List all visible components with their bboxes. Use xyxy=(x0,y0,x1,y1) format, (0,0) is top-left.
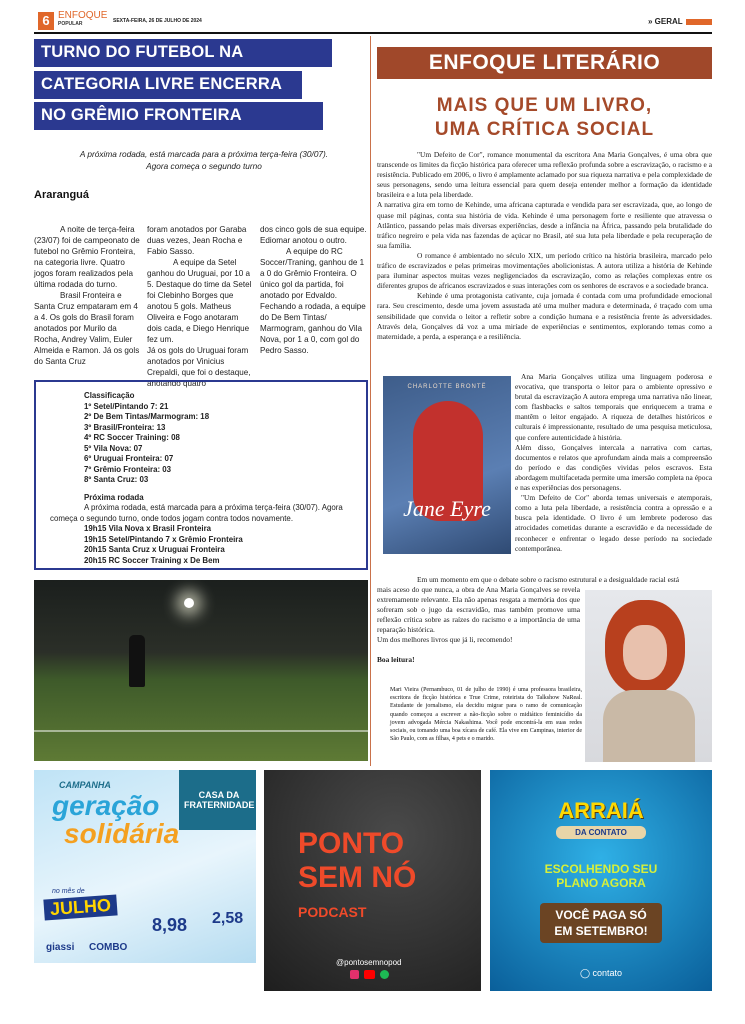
spotify-icon[interactable] xyxy=(380,970,389,979)
article-intro xyxy=(377,150,712,342)
paragraph: Um dos melhores livros que já li, recomendo! xyxy=(377,635,513,645)
double-chevron-icon: » xyxy=(648,17,655,26)
sports-subtitle xyxy=(40,148,368,172)
contato-line-4: EM SETEMBRO! xyxy=(554,924,648,938)
paragraph: "Um Defeito de Cor" aborda temas universais e atemporais, como a luta pela liberdade, a resistência contra a opressão e a busca pela identidade. O livro é um lembrete poderoso das atrocidades cometidas durante a escravidão e da necessidade de reconhecer e enfrentar o legado desse período na sociedade contemporânea. xyxy=(515,493,712,553)
book-cover-image xyxy=(383,376,511,554)
campaign-org: CASA DA FRATERNIDADE xyxy=(184,790,255,810)
campaign-title-1: geração xyxy=(52,790,160,821)
paragraph: A narrativa gira em torno de Kehinde, uma africana capturada e vendida para ser escravizada, que, ao longo de quase mil páginas, conta sua história de vida. Kehinde é uma personagem forte e resiliente que atravessa o Atlântico, passando pelas mais diversas experiências, desde a infância na África, passando pela brutalidade do tráfico negreiro e pela vida nas fazendas de açúcar no Brasil, até sua luta pela liberdade e pela recuperação de sua família. xyxy=(377,200,712,250)
sports-column-2 xyxy=(147,224,255,389)
article-closing xyxy=(377,585,580,665)
sponsor-combo: COMBO xyxy=(89,942,128,953)
sports-column-1 xyxy=(34,224,142,367)
sports-title-line-1: TURNO DO FUTEBOL NA xyxy=(34,39,332,67)
price-1: 8,98 xyxy=(152,915,188,935)
paragraph: Brasil Fronteira e Santa Cruz empataram em 4 a 4. Os gols do Brasil foram anotados por Murilo da Rocha, Andrey Valim, Euler Almeida e Ramon. Já os gols do Santa Cruz xyxy=(34,291,140,366)
standings-row: 1º Setel/Pintando 7: 21 xyxy=(84,401,169,411)
price-2: 2,58 xyxy=(212,910,244,927)
campaign-month-pre: no mês de xyxy=(52,888,85,895)
closing-lead: Em um momento em que o debate sobre o racismo estrutural e a desigualdade racial está xyxy=(417,575,680,584)
brand-logo xyxy=(58,11,107,29)
fixture-row: 20h15 Santa Cruz x Uruguai Fronteira xyxy=(84,545,225,554)
section-bar xyxy=(686,19,712,25)
standings-row: 6º Uruguai Fronteira: 07 xyxy=(84,454,174,463)
campaign-kicker: CAMPANHA xyxy=(59,780,111,790)
paragraph: A noite de terça-feira (23/07) foi de campeonato de futebol no Grêmio Fronteira, na categoria livre. Quatro jogos foram realizados pela última rodada do turno. xyxy=(34,225,140,289)
author-bio: Mari Vieira (Pernambuco, 01 de julho de 1990) é uma professora brasileira, escritora de ficção histórica e True Crime, roteirista do Talkshow NaReal. Estudante de jornalismo, ela decidiu migrar para o ramo de comunicação quando começou a escrever a não-ficção sobre o midiático feminicídio da jovem advogada Mércia Nakashima. Você pode encontrá-la em suas redes sociais, ou tomando uma boa xícara de café. Ela vive em Campinas, interior de São Paulo, com as filhas, 4 pets e o marido. xyxy=(390,687,582,743)
article-headline xyxy=(377,94,712,142)
contato-logo xyxy=(490,968,712,979)
podcast-ad[interactable] xyxy=(264,770,481,991)
headline-line: MAIS QUE UM LIVRO, xyxy=(436,95,653,116)
contato-line-2: PLANO AGORA xyxy=(556,876,646,890)
podcast-line-2: SEM NÓ xyxy=(298,861,417,894)
fixtures-list xyxy=(50,524,356,566)
campaign-title-2: solidária xyxy=(64,818,180,849)
brand-name: ENFOQUE xyxy=(58,10,108,21)
brand-sub: POPULAR xyxy=(58,21,83,27)
city-heading: Araranguá xyxy=(34,189,90,201)
paragraph: foram anotados por Garaba duas vezes, Jean Rocha e Fabio Sasso. xyxy=(147,225,247,256)
next-round-title: Próxima rodada xyxy=(84,492,144,502)
sports-title-line-3: NO GRÊMIO FRONTEIRA xyxy=(34,102,323,130)
sponsor-giassi: giassi xyxy=(46,942,75,953)
standings-row: 3º Brasil/Fronteira: 13 xyxy=(84,422,166,432)
fixture-row: 19h15 Vila Nova x Brasil Fronteira xyxy=(84,524,212,533)
standings-row: 8º Santa Cruz: 03 xyxy=(84,475,149,484)
contato-brand: contato xyxy=(592,968,623,978)
paragraph: Kehinde é uma protagonista cativante, cuja jornada é contada com uma profundidade emocional rara. Seu crescimento, desde uma jovem assustada até uma mulher madura e determinada, é traçado com uma sensibilidade que convida o leitor a refletir sobre a condição humana e a resistência frente às adversidades. Através dela, Gonçalves dá voz a uma miríade de experiências e sentimentos, explorando temas como a maternidade, a perda, a esperança e a resiliência. xyxy=(377,291,712,341)
paragraph: Ana Maria Gonçalves utiliza uma linguagem poderosa e evocativa, que transporta o leitor para o ambiente opressivo e brutal da escravização A autora emprega uma narrativa não linear, com flashbacks e saltos temporais que enriquecem a trama e mantêm o leitor engajado. A riqueza de detalhes históricos e culturais é impressionante, resultado de uma pesquisa meticulosa, que confere autenticidade à história. xyxy=(515,372,712,442)
page-number: 6 xyxy=(38,12,54,30)
fixture-row: 19h15 Setel/Pintando 7 x Grêmio Fronteira xyxy=(84,534,243,544)
book-author: CHARLOTTE BRONTË xyxy=(407,384,487,390)
next-round-text: A próxima rodada, está marcada para a próxima terça-feira (30/07). Agora começa o segundo turno, onde todos jogam contra todos novamente. xyxy=(50,503,343,523)
football-match-photo xyxy=(34,580,368,761)
paragraph: A equipe do RC Soccer/Traning, ganhou de 1 a 0 do Grêmio Fronteira. O único gol da partida, foi anotado por Edvaldo. Fechando a rodada, a equipe do De Bem Tintas/ Marmogram, ganhou do Vila Nova, por 1 a 0, com gol do Pedro Sasso. xyxy=(260,247,366,355)
paragraph: A equipe da Setel ganhou do Uruguai, por 10 a 5. Destaque do time da Setel foi Clebinho Borges que anotou 5 gols. Matheus Oliveira e Fogo anotaram dois cada, e Diego Henrique fez um. xyxy=(147,258,252,344)
sports-column-3 xyxy=(260,224,368,356)
campaign-month: JULHO xyxy=(43,894,117,920)
section-label xyxy=(648,17,683,26)
column-divider xyxy=(370,36,371,766)
contato-line-1: ESCOLHENDO SEU xyxy=(544,862,658,876)
contato-ad[interactable] xyxy=(490,770,712,991)
subtitle-line: A próxima rodada, está marcada para a próxima terça-feira (30/07). xyxy=(79,149,329,159)
standings-title: Classificação xyxy=(84,391,135,400)
podcast-line-3: PODCAST xyxy=(298,904,367,920)
sports-title-line-2: CATEGORIA LIVRE ENCERRA xyxy=(34,71,302,99)
contato-sub: DA CONTATO xyxy=(556,826,646,839)
paragraph: mais aceso do que nunca, a obra de Ana Maria Gonçalves se revela extremamente relevante. Ela não apenas resgata a memória dos que sofreram sob o jugo da escravidão, mas também promove uma reflexão crítica sobre as raízes do racismo e a importância de uma reparação histórica. xyxy=(377,585,580,635)
book-title: Jane Eyre xyxy=(403,496,491,521)
contato-title: ARRAIÁ xyxy=(558,798,644,823)
section-name: GERAL xyxy=(654,17,683,26)
header-rule xyxy=(34,32,712,34)
standings-row: 4º RC Soccer Training: 08 xyxy=(84,433,180,442)
podcast-handle[interactable]: @pontosemnopod xyxy=(336,958,402,967)
article-beside-book xyxy=(515,372,712,554)
standings-row: 5º Vila Nova: 07 xyxy=(84,443,143,453)
standings-row: 7º Grêmio Fronteira: 03 xyxy=(84,464,172,474)
paragraph: Já os gols do Uruguai foram anotados por Vinicius Crepaldi, que foi o destaque, anotando quatro xyxy=(147,346,251,388)
podcast-line-1: PONTO xyxy=(298,827,405,860)
paragraph: "Um Defeito de Cor", romance monumental da escritora Ana Maria Gonçalves, é uma obra que transcende os limites da ficção histórica para oferecer uma reflexão profunda sobre a escravização, o racismo e a resistência. Publicado em 2006, o livro é amplamente aclamado por sua riqueza narrativa e pela complexidade de seus personagens, sendo uma leitura essencial para quem deseja entender melhor a formação da identidade brasileira e a luta pela liberdade. xyxy=(377,150,712,200)
edition-date: SEXTA-FEIRA, 26 DE JULHO DE 2024 xyxy=(113,18,202,24)
paragraph: O romance é ambientado no século XIX, um período crítico na história brasileira, marcado pelo tráfico de escravizados e pelas primeiras movimentações abolicionistas. A autora utiliza a história de Kehinde para iluminar aspectos muitas vezes negligenciados da escravização, como as relações complexas entre os diferentes grupos de africanos escravizados e suas interações com os senhores de escravos e a sociedade branca. xyxy=(377,250,712,291)
subtitle-line: Agora começa o segundo turno xyxy=(146,161,262,171)
youtube-icon[interactable] xyxy=(364,970,375,979)
standings-row: 2º De Bem Tintas/Marmogram: 18 xyxy=(84,412,210,421)
campaign-ad[interactable] xyxy=(34,770,256,991)
fixture-row: 20h15 RC Soccer Training x De Bem xyxy=(84,555,220,565)
section-banner: ENFOQUE LITERÁRIO xyxy=(377,47,712,79)
headline-line: UMA CRÍTICA SOCIAL xyxy=(434,119,655,140)
standings-list xyxy=(50,402,356,486)
paragraph: dos cinco gols de sua equipe. Ediomar anotou o outro. xyxy=(260,225,367,245)
standings-box xyxy=(34,380,368,570)
contato-offer xyxy=(540,903,662,943)
signoff: Boa leitura! xyxy=(377,654,415,664)
paragraph: Além disso, Gonçalves intercala a narrativa com cartas, documentos e relatos que aprofundam ainda mais a compreensão do período e das condições vividas pelos escravos. Esta abordagem multifacetada permite uma imersão completa na época e nas experiências dos personagens. xyxy=(515,442,712,493)
contato-ring-icon: ◯ xyxy=(579,968,593,978)
contato-line-3: VOCÊ PAGA SÓ xyxy=(555,908,647,922)
instagram-icon[interactable] xyxy=(350,970,359,979)
author-photo xyxy=(585,590,712,762)
